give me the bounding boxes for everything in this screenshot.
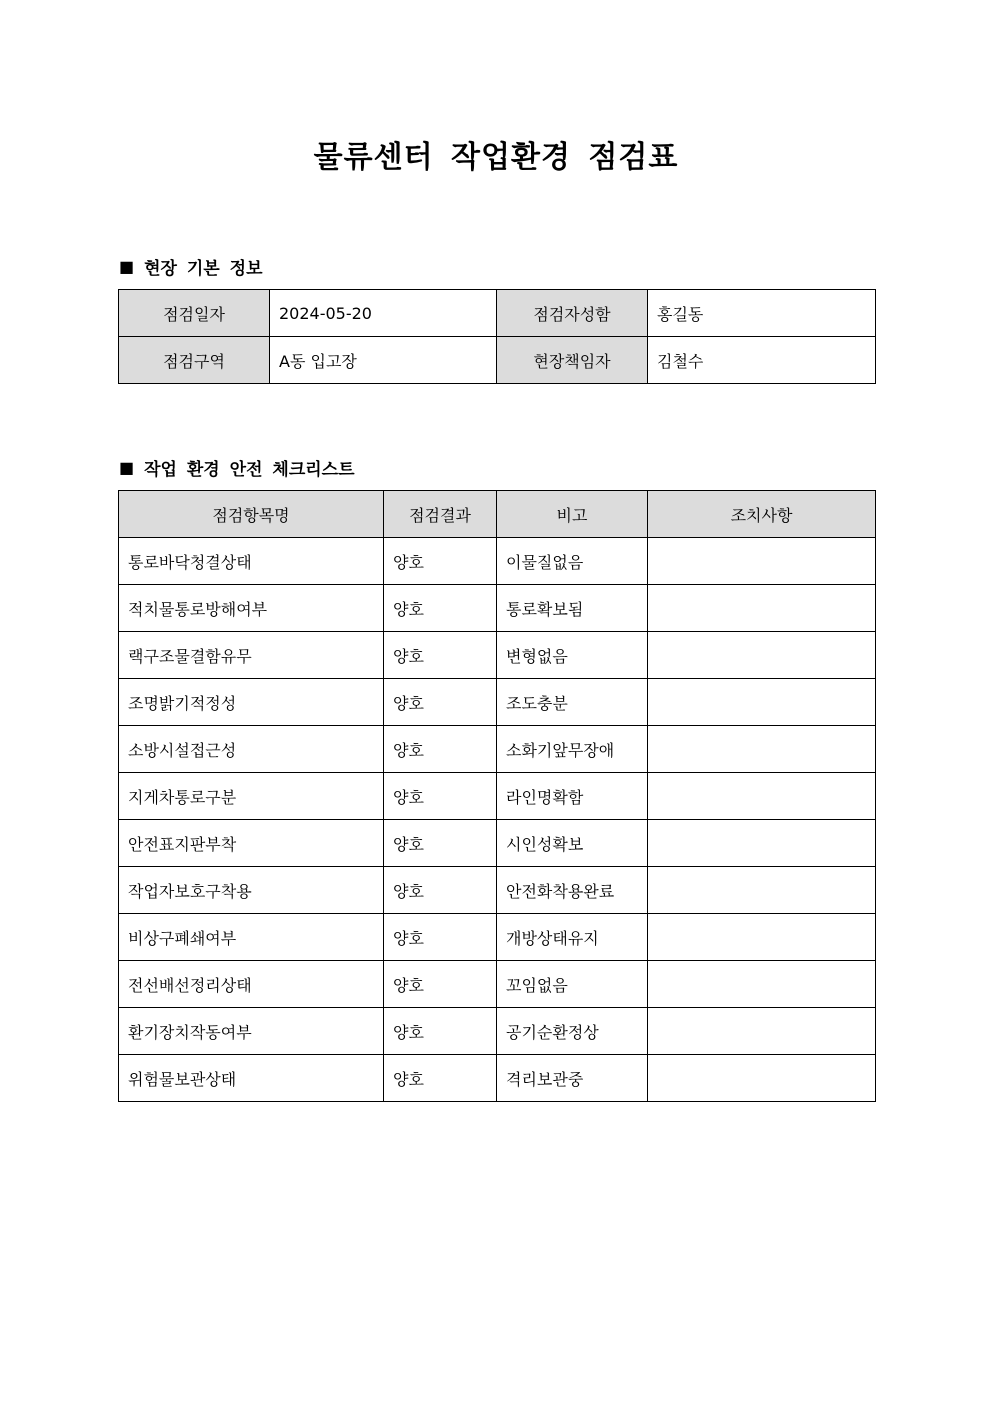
table-row xyxy=(119,585,876,632)
table-row xyxy=(119,773,876,820)
cell-item: 랙구조물결함유무 xyxy=(119,632,384,679)
cell-result: 양호 xyxy=(384,679,497,726)
cell-note: 조도충분 xyxy=(497,679,648,726)
cell-item: 위험물보관상태 xyxy=(119,1055,384,1102)
table-row xyxy=(119,820,876,867)
table-row xyxy=(119,914,876,961)
info-value-inspection-date: 2024-05-20 xyxy=(270,290,497,337)
checklist-header-row xyxy=(119,491,876,538)
table-row xyxy=(119,632,876,679)
column-header-action: 조치사항 xyxy=(648,491,876,538)
cell-result: 양호 xyxy=(384,1055,497,1102)
cell-action[interactable] xyxy=(648,961,876,1008)
cell-item: 안전표지판부착 xyxy=(119,820,384,867)
column-header-note: 비고 xyxy=(497,491,648,538)
cell-note: 라인명확함 xyxy=(497,773,648,820)
cell-action[interactable] xyxy=(648,914,876,961)
cell-note: 꼬임없음 xyxy=(497,961,648,1008)
info-label-inspection-area: 점검구역 xyxy=(119,337,270,384)
document-title: 물류센터 작업환경 점검표 xyxy=(313,140,679,175)
cell-action[interactable] xyxy=(648,820,876,867)
cell-result: 양호 xyxy=(384,1008,497,1055)
cell-action[interactable] xyxy=(648,867,876,914)
cell-result: 양호 xyxy=(384,632,497,679)
basic-info-heading-text: 현장 기본 정보 xyxy=(144,259,263,279)
cell-note: 공기순환정상 xyxy=(497,1008,648,1055)
cell-item: 전선배선정리상태 xyxy=(119,961,384,1008)
cell-note: 변형없음 xyxy=(497,632,648,679)
cell-result: 양호 xyxy=(384,538,497,585)
checklist-heading xyxy=(119,455,355,480)
cell-action[interactable] xyxy=(648,679,876,726)
info-value-site-manager: 김철수 xyxy=(648,337,876,384)
cell-item: 적치물통로방해여부 xyxy=(119,585,384,632)
cell-item: 지게차통로구분 xyxy=(119,773,384,820)
cell-result: 양호 xyxy=(384,585,497,632)
cell-result: 양호 xyxy=(384,961,497,1008)
cell-item: 비상구폐쇄여부 xyxy=(119,914,384,961)
cell-note: 격리보관중 xyxy=(497,1055,648,1102)
cell-action[interactable] xyxy=(648,1055,876,1102)
cell-result: 양호 xyxy=(384,914,497,961)
table-row xyxy=(119,679,876,726)
cell-item: 조명밝기적정성 xyxy=(119,679,384,726)
cell-result: 양호 xyxy=(384,867,497,914)
info-label-inspector-name: 점검자성함 xyxy=(497,290,648,337)
cell-note: 소화기앞무장애 xyxy=(497,726,648,773)
info-row xyxy=(119,337,876,384)
cell-note: 이물질없음 xyxy=(497,538,648,585)
info-label-site-manager: 현장책임자 xyxy=(497,337,648,384)
cell-item: 환기장치작동여부 xyxy=(119,1008,384,1055)
cell-note: 안전화착용완료 xyxy=(497,867,648,914)
cell-action[interactable] xyxy=(648,773,876,820)
cell-action[interactable] xyxy=(648,585,876,632)
info-label-inspection-date: 점검일자 xyxy=(119,290,270,337)
info-row xyxy=(119,290,876,337)
table-row xyxy=(119,867,876,914)
info-value-inspection-area: A동 입고장 xyxy=(270,337,497,384)
cell-item: 소방시설접근성 xyxy=(119,726,384,773)
cell-note: 시인성확보 xyxy=(497,820,648,867)
square-bullet-icon: ■ xyxy=(119,458,135,477)
checklist-table xyxy=(118,490,876,1102)
cell-action[interactable] xyxy=(648,726,876,773)
basic-info-heading xyxy=(119,254,263,279)
cell-result: 양호 xyxy=(384,820,497,867)
cell-action[interactable] xyxy=(648,538,876,585)
table-row xyxy=(119,538,876,585)
table-row xyxy=(119,726,876,773)
square-bullet-icon: ■ xyxy=(119,257,135,276)
cell-action[interactable] xyxy=(648,1008,876,1055)
cell-note: 통로확보됨 xyxy=(497,585,648,632)
table-row xyxy=(119,1055,876,1102)
cell-item: 작업자보호구착용 xyxy=(119,867,384,914)
table-row xyxy=(119,961,876,1008)
cell-result: 양호 xyxy=(384,726,497,773)
cell-note: 개방상태유지 xyxy=(497,914,648,961)
cell-result: 양호 xyxy=(384,773,497,820)
cell-action[interactable] xyxy=(648,632,876,679)
table-row xyxy=(119,1008,876,1055)
column-header-result: 점검결과 xyxy=(384,491,497,538)
basic-info-table xyxy=(118,289,876,384)
column-header-item: 점검항목명 xyxy=(119,491,384,538)
checklist-heading-text: 작업 환경 안전 체크리스트 xyxy=(144,460,355,480)
info-value-inspector-name: 홍길동 xyxy=(648,290,876,337)
cell-item: 통로바닥청결상태 xyxy=(119,538,384,585)
